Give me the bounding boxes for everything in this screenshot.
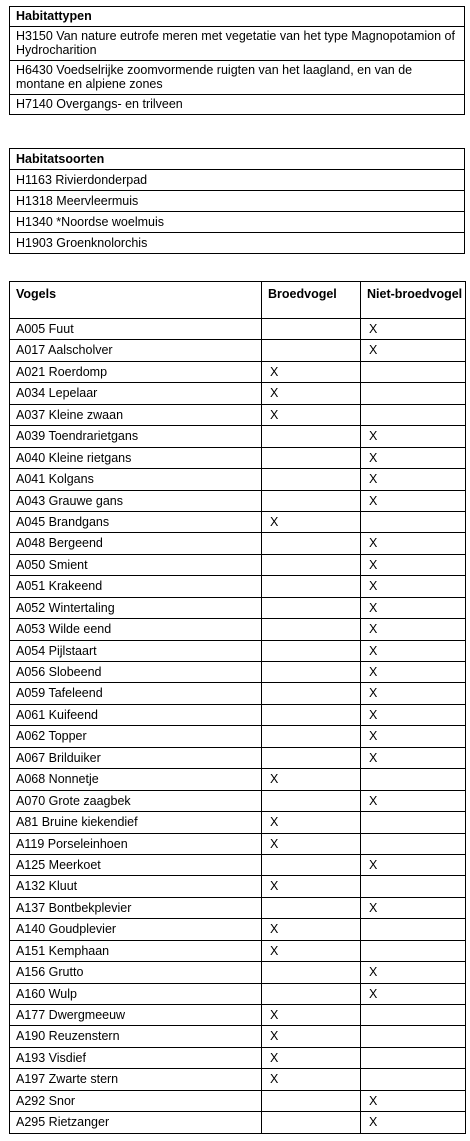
niet-broedvogel-cell: [361, 1005, 466, 1026]
broedvogel-cell: X: [262, 769, 361, 790]
broedvogel-cell: [262, 897, 361, 918]
species-name-cell: A043 Grauwe gans: [10, 490, 262, 511]
broedvogel-cell: X: [262, 1005, 361, 1026]
species-name-cell: A295 Rietzanger: [10, 1112, 262, 1133]
niet-broedvogel-cell: [361, 1069, 466, 1090]
species-name-cell: A021 Roerdomp: [10, 361, 262, 382]
habitatsoort-cell: H1163 Rivierdonderpad: [10, 170, 465, 191]
table-row: [10, 533, 466, 554]
table-row: [10, 319, 466, 340]
broedvogel-cell: [262, 704, 361, 725]
species-name-cell: A040 Kleine rietgans: [10, 447, 262, 468]
table-row: [10, 747, 466, 768]
broedvogel-cell: X: [262, 833, 361, 854]
table-row: [10, 597, 466, 618]
broedvogel-cell: X: [262, 812, 361, 833]
broedvogel-cell: X: [262, 361, 361, 382]
table-row: [10, 940, 466, 961]
niet-broedvogel-cell: X: [361, 854, 466, 875]
table-row: [10, 919, 466, 940]
niet-broedvogel-header: Niet-broedvogel: [361, 282, 466, 319]
niet-broedvogel-cell: [361, 833, 466, 854]
niet-broedvogel-cell: X: [361, 704, 466, 725]
table-row: [10, 833, 466, 854]
broedvogel-header: Broedvogel: [262, 282, 361, 319]
table-row: [10, 469, 466, 490]
table-row: [10, 876, 466, 897]
species-name-cell: A037 Kleine zwaan: [10, 404, 262, 425]
species-name-cell: A061 Kuifeend: [10, 704, 262, 725]
broedvogel-cell: [262, 619, 361, 640]
species-name-cell: A052 Wintertaling: [10, 597, 262, 618]
broedvogel-cell: [262, 640, 361, 661]
table-row: [10, 404, 466, 425]
species-name-cell: A132 Kluut: [10, 876, 262, 897]
species-name-cell: A041 Kolgans: [10, 469, 262, 490]
broedvogel-cell: [262, 726, 361, 747]
broedvogel-cell: [262, 340, 361, 361]
broedvogel-cell: X: [262, 511, 361, 532]
niet-broedvogel-cell: [361, 1047, 466, 1068]
niet-broedvogel-cell: X: [361, 726, 466, 747]
broedvogel-cell: X: [262, 876, 361, 897]
table-row: [10, 554, 466, 575]
table-row: [10, 340, 466, 361]
table-row: [10, 790, 466, 811]
niet-broedvogel-cell: [361, 511, 466, 532]
table-row: [10, 1069, 466, 1090]
species-name-cell: A056 Slobeend: [10, 662, 262, 683]
broedvogel-cell: [262, 683, 361, 704]
table-row: [10, 490, 466, 511]
habitatsoort-cell: H1318 Meervleermuis: [10, 191, 465, 212]
species-name-cell: A140 Goudplevier: [10, 919, 262, 940]
niet-broedvogel-cell: X: [361, 962, 466, 983]
niet-broedvogel-cell: X: [361, 490, 466, 511]
table-row: [10, 1026, 466, 1047]
broedvogel-cell: X: [262, 940, 361, 961]
species-name-cell: A137 Bontbekplevier: [10, 897, 262, 918]
table-row: [10, 383, 466, 404]
broedvogel-cell: X: [262, 919, 361, 940]
niet-broedvogel-cell: X: [361, 683, 466, 704]
habitattypen-table: [9, 6, 465, 115]
niet-broedvogel-cell: X: [361, 576, 466, 597]
table-row: [10, 1090, 466, 1111]
species-name-cell: A059 Tafeleend: [10, 683, 262, 704]
habitattypen-header: Habitattypen: [10, 7, 465, 27]
broedvogel-cell: [262, 490, 361, 511]
table-header-row: [10, 7, 465, 27]
broedvogel-cell: X: [262, 1069, 361, 1090]
species-name-cell: A292 Snor: [10, 1090, 262, 1111]
table-row: [10, 1047, 466, 1068]
table-row: [10, 1112, 466, 1133]
table-row: [10, 726, 466, 747]
table-row: [10, 170, 465, 191]
table-row: [10, 27, 465, 61]
niet-broedvogel-cell: X: [361, 1090, 466, 1111]
table-row: [10, 233, 465, 254]
niet-broedvogel-cell: [361, 769, 466, 790]
habitattype-cell: H7140 Overgangs- en trilveen: [10, 95, 465, 115]
broedvogel-cell: [262, 1090, 361, 1111]
habitattype-cell: H6430 Voedselrijke zoomvormende ruigten van het laagland, en van de montane en alpiene zones: [10, 61, 465, 95]
broedvogel-cell: [262, 447, 361, 468]
table-row: [10, 361, 466, 382]
table-row: [10, 619, 466, 640]
niet-broedvogel-cell: [361, 404, 466, 425]
table-row: [10, 769, 466, 790]
niet-broedvogel-cell: X: [361, 619, 466, 640]
species-name-cell: A045 Brandgans: [10, 511, 262, 532]
species-name-cell: A068 Nonnetje: [10, 769, 262, 790]
broedvogel-cell: [262, 576, 361, 597]
broedvogel-cell: X: [262, 1026, 361, 1047]
niet-broedvogel-cell: X: [361, 597, 466, 618]
species-name-cell: A193 Visdief: [10, 1047, 262, 1068]
species-name-cell: A053 Wilde eend: [10, 619, 262, 640]
broedvogel-cell: [262, 1112, 361, 1133]
species-name-cell: A034 Lepelaar: [10, 383, 262, 404]
species-name-cell: A067 Brilduiker: [10, 747, 262, 768]
species-name-cell: A017 Aalscholver: [10, 340, 262, 361]
vogels-header: Vogels: [10, 282, 262, 319]
species-name-cell: A048 Bergeend: [10, 533, 262, 554]
niet-broedvogel-cell: X: [361, 533, 466, 554]
habitatsoort-cell: H1340 *Noordse woelmuis: [10, 212, 465, 233]
species-name-cell: A039 Toendrarietgans: [10, 426, 262, 447]
broedvogel-cell: [262, 469, 361, 490]
habitatsoort-cell: H1903 Groenknolorchis: [10, 233, 465, 254]
niet-broedvogel-cell: X: [361, 340, 466, 361]
broedvogel-cell: [262, 533, 361, 554]
niet-broedvogel-cell: X: [361, 469, 466, 490]
vogels-table: [9, 281, 466, 1134]
table-row: [10, 812, 466, 833]
species-name-cell: A151 Kemphaan: [10, 940, 262, 961]
table-row: [10, 426, 466, 447]
species-name-cell: A81 Bruine kiekendief: [10, 812, 262, 833]
niet-broedvogel-cell: X: [361, 640, 466, 661]
broedvogel-cell: [262, 319, 361, 340]
niet-broedvogel-cell: X: [361, 319, 466, 340]
niet-broedvogel-cell: X: [361, 1112, 466, 1133]
table-header-row: [10, 149, 465, 170]
broedvogel-cell: X: [262, 1047, 361, 1068]
niet-broedvogel-cell: X: [361, 426, 466, 447]
niet-broedvogel-cell: X: [361, 983, 466, 1004]
niet-broedvogel-cell: X: [361, 447, 466, 468]
species-name-cell: A062 Topper: [10, 726, 262, 747]
species-name-cell: A160 Wulp: [10, 983, 262, 1004]
species-name-cell: A054 Pijlstaart: [10, 640, 262, 661]
species-name-cell: A197 Zwarte stern: [10, 1069, 262, 1090]
species-name-cell: A070 Grote zaagbek: [10, 790, 262, 811]
table-row: [10, 897, 466, 918]
niet-broedvogel-cell: [361, 361, 466, 382]
table-row: [10, 511, 466, 532]
niet-broedvogel-cell: [361, 812, 466, 833]
broedvogel-cell: [262, 854, 361, 875]
broedvogel-cell: [262, 554, 361, 575]
broedvogel-cell: X: [262, 404, 361, 425]
broedvogel-cell: [262, 747, 361, 768]
table-row: [10, 983, 466, 1004]
table-header-row: [10, 282, 466, 319]
niet-broedvogel-cell: [361, 940, 466, 961]
table-row: [10, 95, 465, 115]
species-name-cell: A125 Meerkoet: [10, 854, 262, 875]
niet-broedvogel-cell: [361, 1026, 466, 1047]
broedvogel-cell: [262, 426, 361, 447]
habitatsoorten-table: [9, 148, 465, 254]
table-row: [10, 191, 465, 212]
broedvogel-cell: [262, 662, 361, 683]
table-row: [10, 212, 465, 233]
broedvogel-cell: [262, 962, 361, 983]
broedvogel-cell: [262, 983, 361, 1004]
niet-broedvogel-cell: X: [361, 897, 466, 918]
niet-broedvogel-cell: [361, 919, 466, 940]
table-row: [10, 1005, 466, 1026]
broedvogel-cell: X: [262, 383, 361, 404]
broedvogel-cell: [262, 790, 361, 811]
table-row: [10, 447, 466, 468]
species-name-cell: A050 Smient: [10, 554, 262, 575]
niet-broedvogel-cell: X: [361, 662, 466, 683]
niet-broedvogel-cell: [361, 383, 466, 404]
species-name-cell: A156 Grutto: [10, 962, 262, 983]
table-row: [10, 640, 466, 661]
broedvogel-cell: [262, 597, 361, 618]
species-name-cell: A119 Porseleinhoen: [10, 833, 262, 854]
species-name-cell: A005 Fuut: [10, 319, 262, 340]
table-row: [10, 61, 465, 95]
species-name-cell: A190 Reuzenstern: [10, 1026, 262, 1047]
niet-broedvogel-cell: X: [361, 790, 466, 811]
niet-broedvogel-cell: [361, 876, 466, 897]
table-row: [10, 704, 466, 725]
niet-broedvogel-cell: X: [361, 554, 466, 575]
species-name-cell: A177 Dwergmeeuw: [10, 1005, 262, 1026]
habitattype-cell: H3150 Van nature eutrofe meren met vegetatie van het type Magnopotamion of Hydrocharition: [10, 27, 465, 61]
species-name-cell: A051 Krakeend: [10, 576, 262, 597]
table-row: [10, 576, 466, 597]
table-row: [10, 662, 466, 683]
niet-broedvogel-cell: X: [361, 747, 466, 768]
table-row: [10, 854, 466, 875]
habitatsoorten-header: Habitatsoorten: [10, 149, 465, 170]
table-row: [10, 962, 466, 983]
table-row: [10, 683, 466, 704]
